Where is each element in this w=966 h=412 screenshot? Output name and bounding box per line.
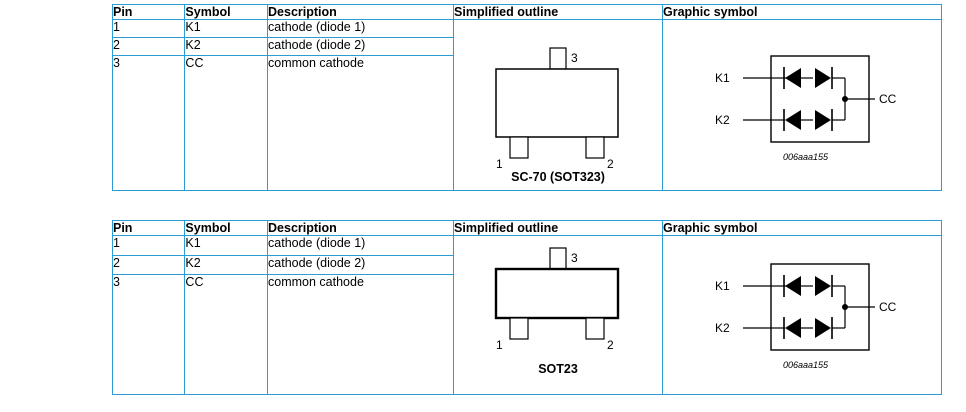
cell-description: cathode (diode 1) bbox=[268, 20, 454, 38]
svg-text:1: 1 bbox=[496, 338, 503, 352]
cell-symbol: K2 bbox=[185, 38, 268, 56]
table-row bbox=[113, 236, 942, 256]
cell-description: cathode (diode 2) bbox=[268, 38, 454, 56]
svg-text:CC: CC bbox=[879, 92, 897, 106]
cell-symbol: CC bbox=[185, 275, 268, 395]
graphic-symbol-figure bbox=[663, 20, 941, 190]
svg-text:3: 3 bbox=[571, 251, 578, 265]
outline-figure bbox=[454, 236, 662, 376]
outline-caption: SOT23 bbox=[538, 362, 578, 376]
table-header-row bbox=[113, 221, 942, 236]
outline-figure bbox=[454, 20, 662, 184]
outline-figure-cell bbox=[454, 20, 663, 191]
header-graphic-symbol: Graphic symbol bbox=[663, 221, 942, 236]
cell-symbol: CC bbox=[185, 56, 268, 191]
cell-symbol: K1 bbox=[185, 20, 268, 38]
header-description: Description bbox=[268, 5, 454, 20]
svg-text:K2: K2 bbox=[715, 113, 730, 127]
graphic-symbol-figure bbox=[663, 236, 941, 394]
svg-text:2: 2 bbox=[607, 338, 614, 352]
cell-description: cathode (diode 1) bbox=[268, 236, 454, 256]
cell-description: common cathode bbox=[268, 275, 454, 395]
header-symbol: Symbol bbox=[185, 221, 268, 236]
svg-text:2: 2 bbox=[607, 157, 614, 170]
header-symbol: Symbol bbox=[185, 5, 268, 20]
svg-text:K1: K1 bbox=[715, 71, 730, 85]
sot23-graphic-symbol-drawing bbox=[663, 236, 939, 394]
cell-pin: 3 bbox=[113, 275, 185, 395]
header-simplified-outline: Simplified outline bbox=[454, 5, 663, 20]
header-pin: Pin bbox=[113, 221, 185, 236]
sc70-graphic-symbol-drawing bbox=[663, 20, 939, 190]
graphic-symbol-cell bbox=[663, 20, 942, 191]
svg-text:CC: CC bbox=[879, 300, 897, 314]
outline-figure-cell bbox=[454, 236, 663, 395]
cell-pin: 2 bbox=[113, 38, 185, 56]
cell-symbol: K2 bbox=[185, 255, 268, 275]
svg-text:K2: K2 bbox=[715, 321, 730, 335]
cell-pin: 3 bbox=[113, 56, 185, 191]
cell-pin: 2 bbox=[113, 255, 185, 275]
table-header-row bbox=[113, 5, 942, 20]
svg-text:006aaa155: 006aaa155 bbox=[783, 360, 829, 370]
svg-text:K1: K1 bbox=[715, 279, 730, 293]
cell-description: common cathode bbox=[268, 56, 454, 191]
sc70-outline-drawing bbox=[454, 20, 660, 170]
pinout-table-sc70 bbox=[112, 4, 942, 191]
outline-caption: SC-70 (SOT323) bbox=[511, 170, 605, 184]
svg-text:1: 1 bbox=[496, 157, 503, 170]
table-row bbox=[113, 20, 942, 38]
cell-description: cathode (diode 2) bbox=[268, 255, 454, 275]
header-description: Description bbox=[268, 221, 454, 236]
pinout-table-sot23 bbox=[112, 220, 942, 395]
sot23-outline-drawing bbox=[454, 236, 660, 364]
svg-text:006aaa155: 006aaa155 bbox=[783, 152, 829, 162]
cell-pin: 1 bbox=[113, 236, 185, 256]
header-pin: Pin bbox=[113, 5, 185, 20]
cell-pin: 1 bbox=[113, 20, 185, 38]
header-simplified-outline: Simplified outline bbox=[454, 221, 663, 236]
header-graphic-symbol: Graphic symbol bbox=[663, 5, 942, 20]
graphic-symbol-cell bbox=[663, 236, 942, 395]
svg-text:3: 3 bbox=[571, 51, 578, 65]
cell-symbol: K1 bbox=[185, 236, 268, 256]
